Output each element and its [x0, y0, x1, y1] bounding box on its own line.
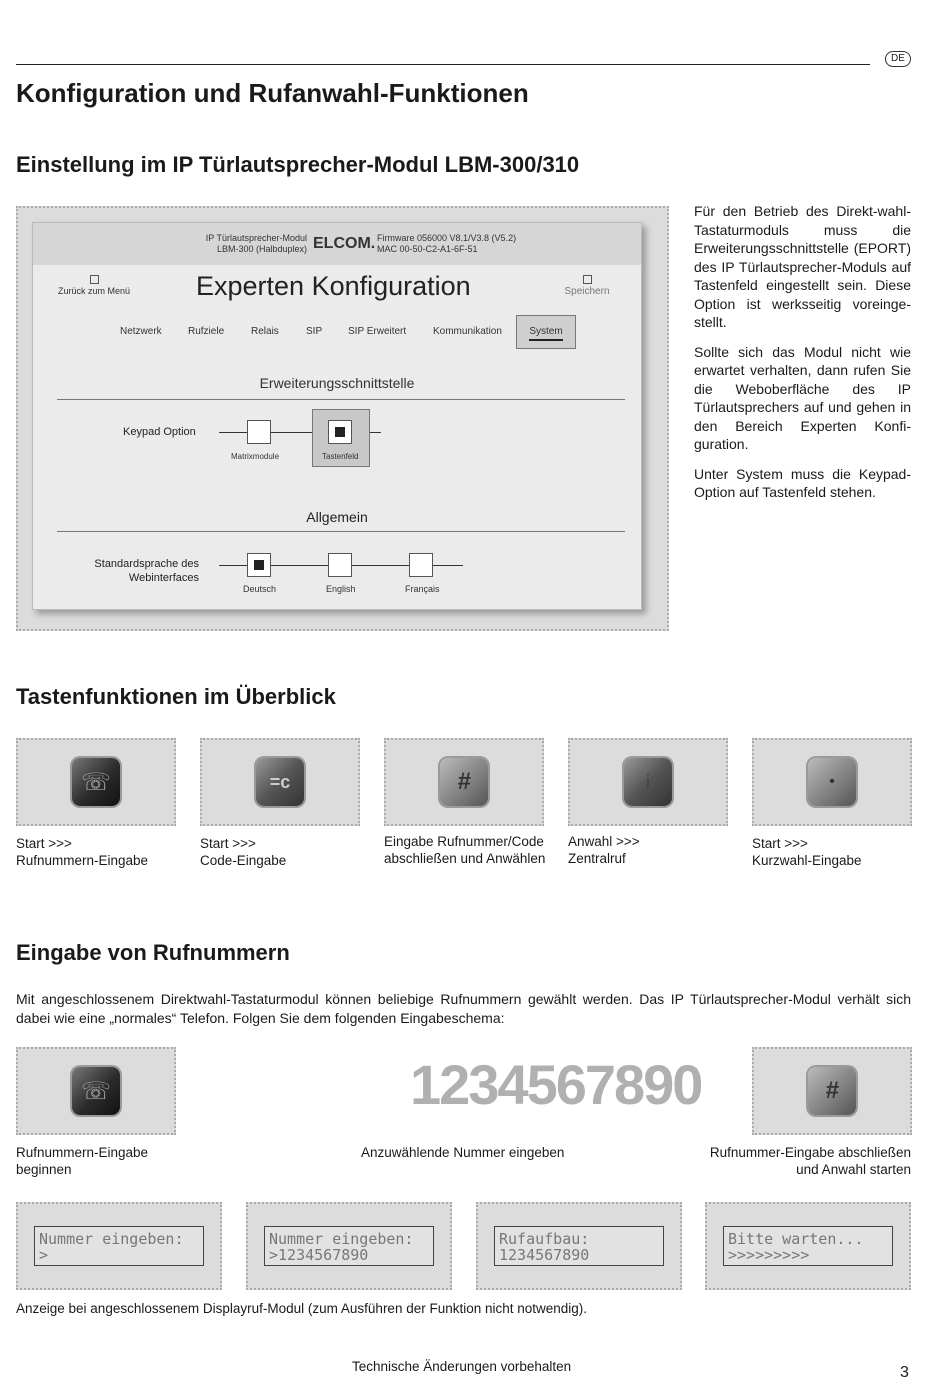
step-caption-enter: Anzuwählende Nummer eingeben	[361, 1145, 565, 1160]
tab-kommunikation[interactable]: Kommunikation	[433, 326, 502, 337]
dot-key-icon: •	[808, 758, 856, 806]
save-button[interactable]: Speichern	[559, 275, 615, 297]
back-checkbox-icon	[90, 275, 99, 284]
radio-deutsch[interactable]	[247, 553, 271, 577]
key-tile-info	[568, 738, 728, 826]
lcd-screen: Nummer eingeben: >1234567890	[264, 1226, 434, 1266]
step-caption-finish: Rufnummer-Eingabe abschließen und Anwahl starten	[709, 1145, 911, 1177]
config-window	[32, 222, 642, 610]
display-panel	[246, 1202, 452, 1290]
back-to-menu-button[interactable]: Zurück zum Menü	[57, 275, 131, 297]
clear-key-icon: =c	[256, 758, 304, 806]
paragraph: Für den Betrieb des Direkt-wahl-Tastaturmoduls muss die Erweiterungsschnittstelle (EPORT) des IP Türlautsprecher-Moduls auf Tastenfeld eingestellt sein. Diese Option ist werksseitig voreinge-stellt.	[694, 203, 911, 330]
active-tab-indicator	[529, 339, 563, 341]
lcd-screen: Rufaufbau: 1234567890	[494, 1226, 664, 1266]
key-tile-handset-start	[16, 1047, 176, 1135]
tab-system[interactable]: System	[516, 315, 576, 349]
tab-netzwerk[interactable]: Netzwerk	[120, 326, 162, 337]
key-caption: Start >>> Code-Eingabe	[200, 836, 287, 868]
radio-tastenfeld[interactable]	[328, 420, 352, 444]
tastenfeld-label: Tastenfeld	[322, 452, 359, 461]
matrixmodule-label: Matrixmodule	[231, 452, 280, 461]
deutsch-label: Deutsch	[243, 584, 277, 594]
key-tile-dot	[752, 738, 912, 826]
tab-relais[interactable]: Relais	[251, 326, 279, 337]
tab-sip-erweitert[interactable]: SIP Erweitert	[348, 326, 407, 337]
window-header	[33, 223, 641, 265]
tab-rufziele[interactable]: Rufziele	[188, 326, 225, 337]
tab-sip[interactable]: SIP	[306, 326, 323, 337]
lcd-screen: Nummer eingeben: >	[34, 1226, 204, 1266]
section-heading-number-entry: Eingabe von Rufnummern	[16, 940, 290, 965]
expert-config-title: Experten Konfiguration	[196, 271, 471, 301]
display-note: Anzeige bei angeschlossenem Displayruf-Modul (zum Ausführen der Funktion nicht notwendig).	[16, 1301, 588, 1316]
paragraph: Sollte sich das Modul nicht wie erwartet verhalten, dann rufen Sie die Weboberfläche des IP Türlautsprechers auf und gehen in den Bereich Experten Konfi-guration.	[694, 343, 911, 452]
header-rule	[16, 64, 870, 65]
radio-english[interactable]	[328, 553, 352, 577]
footer-note: Technische Änderungen vorbehalten	[352, 1359, 572, 1374]
group-divider-general	[57, 531, 625, 532]
keypad-option-label: Keypad Option	[123, 426, 196, 438]
paragraph: Unter System muss die Keypad-Option auf Tastenfeld stehen.	[694, 465, 911, 500]
key-tile-hash-finish	[752, 1047, 912, 1135]
key-tile-handset	[16, 738, 176, 826]
elcom-logo: ELCOM.	[313, 235, 376, 252]
display-panel	[16, 1202, 222, 1290]
section-heading-keys: Tastenfunktionen im Überblick	[16, 684, 336, 709]
key-caption: Eingabe Rufnummer/Code abschließen und Anwählen	[384, 834, 546, 866]
radio-matrixmodule[interactable]	[247, 420, 271, 444]
settings-description	[694, 202, 911, 502]
save-checkbox-icon	[583, 275, 592, 284]
key-caption: Start >>> Rufnummern-Eingabe	[16, 836, 149, 868]
digit-sequence: 1234567890	[410, 1053, 702, 1116]
english-label: English	[326, 584, 356, 594]
handset-icon: ☏	[72, 758, 120, 806]
hash-key-icon: #	[808, 1067, 856, 1115]
language-label: Standardsprache des Webinterfaces	[94, 558, 199, 584]
key-caption: Anwahl >>> Zentralruf	[568, 834, 640, 866]
handset-icon: ☏	[72, 1067, 120, 1115]
page-number: 3	[900, 1364, 909, 1381]
step-caption-start: Rufnummern-Eingabe beginnen	[16, 1145, 149, 1177]
firmware-info: Firmware 056000 V8.1/V3.8 (V5.2) MAC 00-50-C2-A1-6F-51	[377, 233, 517, 254]
group-extension-interface: Erweiterungsschnittstelle	[259, 375, 415, 391]
page-title: Konfiguration und Rufanwahl-Funktionen	[16, 78, 529, 108]
info-key-icon: i	[624, 758, 672, 806]
key-tile-clear	[200, 738, 360, 826]
section-heading-settings: Einstellung im IP Türlautsprecher-Modul LBM-300/310	[16, 152, 580, 177]
hash-key-icon: #	[440, 758, 488, 806]
key-tile-hash	[384, 738, 544, 826]
group-divider	[57, 399, 625, 400]
language-badge: DE	[885, 51, 911, 67]
francais-label: Français	[405, 584, 440, 594]
display-panel	[476, 1202, 682, 1290]
device-info: IP Türlautsprecher-Modul LBM-300 (Halbduplex)	[205, 233, 307, 254]
number-entry-intro: Mit angeschlossenem Direktwahl-Tastaturmodul können beliebige Rufnummern gewählt werden. Das IP Türlautsprecher-Modul verhält sich dabei wie eine „normales“ Telefon. Folgen Sie dem folgenden Eingabeschema:	[16, 991, 911, 1026]
group-general: Allgemein	[306, 509, 368, 525]
config-screenshot	[16, 206, 669, 631]
key-caption: Start >>> Kurzwahl-Eingabe	[752, 836, 862, 868]
radio-francais[interactable]	[409, 553, 433, 577]
display-panel	[705, 1202, 911, 1290]
lcd-screen: Bitte warten... >>>>>>>>>	[723, 1226, 893, 1266]
